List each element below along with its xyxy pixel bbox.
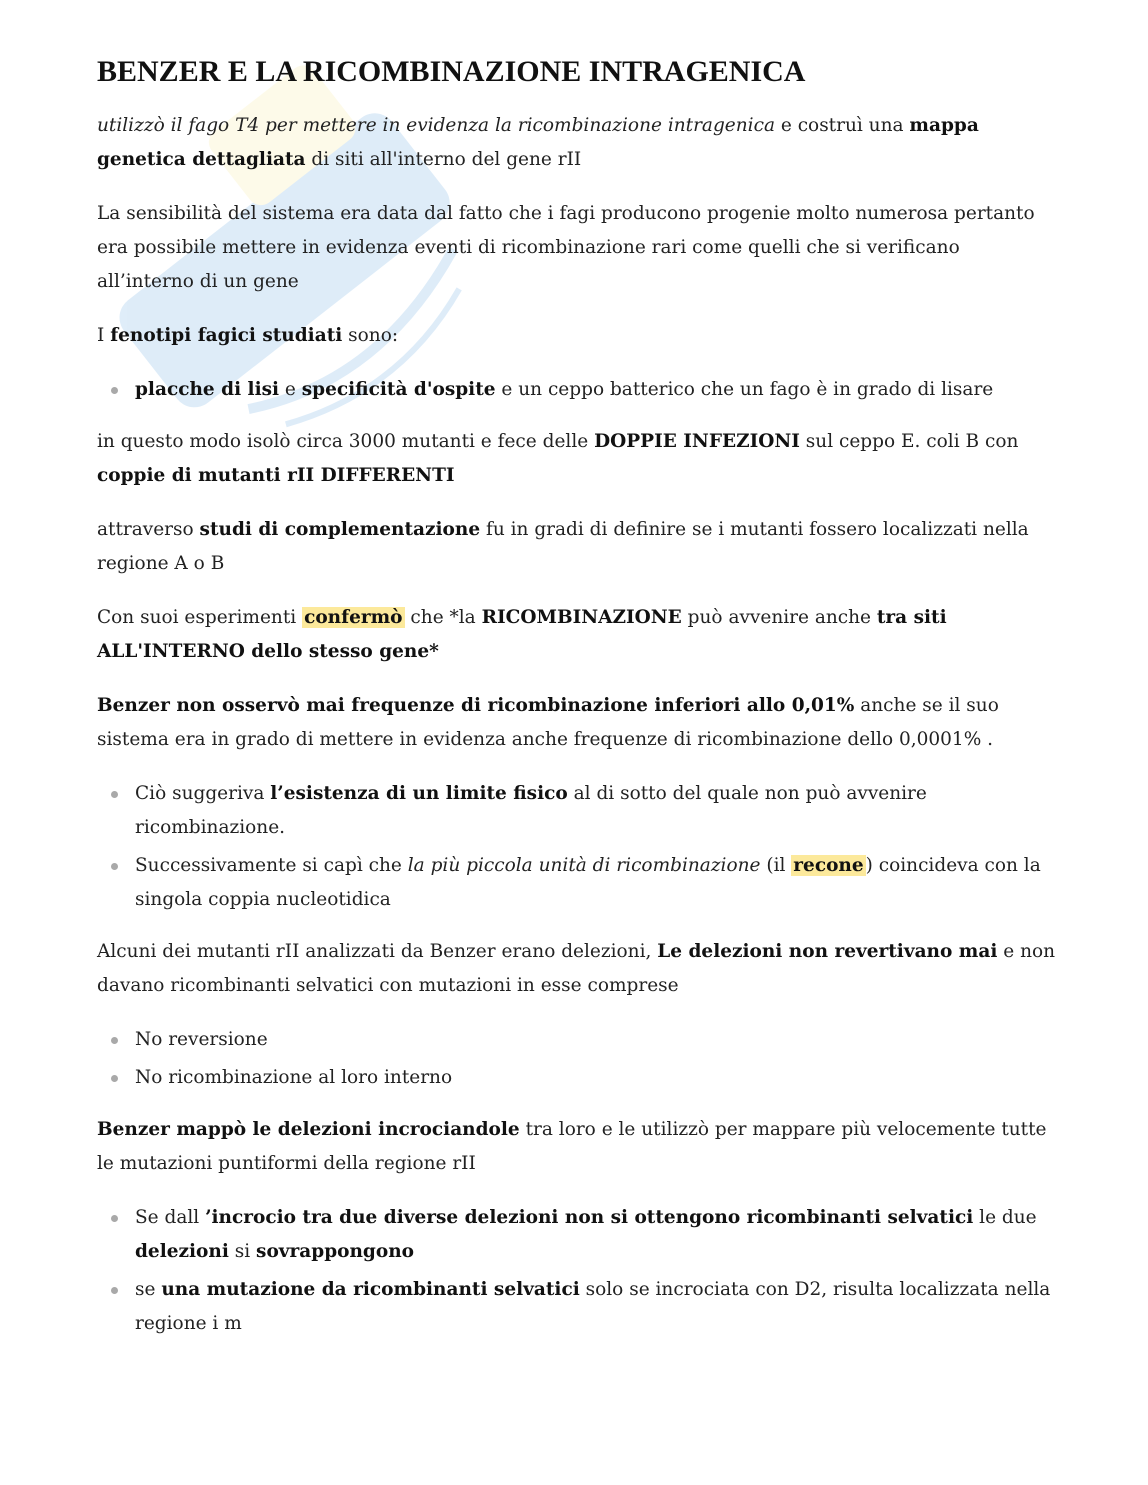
document-page <box>97 55 1057 1359</box>
mapping-list <box>97 1201 1057 1341</box>
phenotypes-list <box>97 373 1057 407</box>
list-item: se una mutazione da ricombinanti selvatici solo se incrociata con D2, risulta localizzata nella regione i m <box>97 1273 1057 1341</box>
limit-list <box>97 777 1057 917</box>
list-item: Ciò suggeriva l’esistenza di un limite fisico al di sotto del quale non può avvenire ricombinazione. <box>97 777 1057 845</box>
deletions-list <box>97 1023 1057 1095</box>
paragraph-frequency: Benzer non osservò mai frequenze di ricombinazione inferiori allo 0,01% anche se il suo sistema era in grado di mettere in evidenza anche frequenze di ricombinazione dello 0,0001% . <box>97 695 999 750</box>
list-item: No ricombinazione al loro interno <box>97 1061 1057 1095</box>
bullet-icon <box>111 1287 118 1294</box>
paragraph-complementation: attraverso studi di complementazione fu in gradi di definire se i mutanti fossero localizzati nella regione A o B <box>97 519 1029 574</box>
bullet-icon <box>111 387 118 394</box>
list-item: Successivamente si capì che la più piccola unità di ricombinazione (il recone ) coincideva con la singola coppia nucleotidica <box>97 849 1057 917</box>
list-item: placche di lisi e specificità d'ospite e un ceppo batterico che un fago è in grado di lisare <box>97 373 1057 407</box>
paragraph-sensitivity: La sensibilità del sistema era data dal fatto che i fagi producono progenie molto numerosa pertanto era possibile mettere in evidenza eventi di ricombinazione rari come quelli che si verificano all’interno di un gene <box>97 203 1035 292</box>
paragraph-intro: utilizzò il fago T4 per mettere in evidenza la ricombinazione intragenica e costruì una mappa genetica dettagliata di siti all'interno del gene rII <box>97 115 979 170</box>
paragraph-mapping: Benzer mappò le delezioni incrociandole tra loro e le utilizzò per mappare più velocemente tutte le mutazioni puntiformi della regione rII <box>97 1119 1047 1174</box>
bullet-icon <box>111 1037 118 1044</box>
list-item: Se dall ’incrocio tra due diverse delezioni non si ottengono ricombinanti selvatici le due delezioni si sovrappongono <box>97 1201 1057 1269</box>
paragraph-deletions: Alcuni dei mutanti rII analizzati da Benzer erano delezioni, Le delezioni non revertivano mai e non davano ricombinanti selvatici con mutazioni in esse comprese <box>97 941 1056 996</box>
bullet-icon <box>111 1075 118 1082</box>
paragraph-confirmation: Con suoi esperimenti confermò che *la RICOMBINAZIONE può avvenire anche tra siti ALL'INTERNO dello stesso gene* <box>97 607 947 662</box>
paragraph-double-infections: in questo modo isolò circa 3000 mutanti e fece delle DOPPIE INFEZIONI sul ceppo E. coli B con coppie di mutanti rII DIFFERENTI <box>97 431 1019 486</box>
bullet-icon <box>111 1215 118 1222</box>
page-title: BENZER E LA RICOMBINAZIONE INTRAGENICA <box>97 55 806 88</box>
paragraph-phenotypes: I fenotipi fagici studiati sono: <box>97 325 399 346</box>
bullet-icon <box>111 863 118 870</box>
bullet-icon <box>111 791 118 798</box>
list-item: No reversione <box>97 1023 1057 1057</box>
